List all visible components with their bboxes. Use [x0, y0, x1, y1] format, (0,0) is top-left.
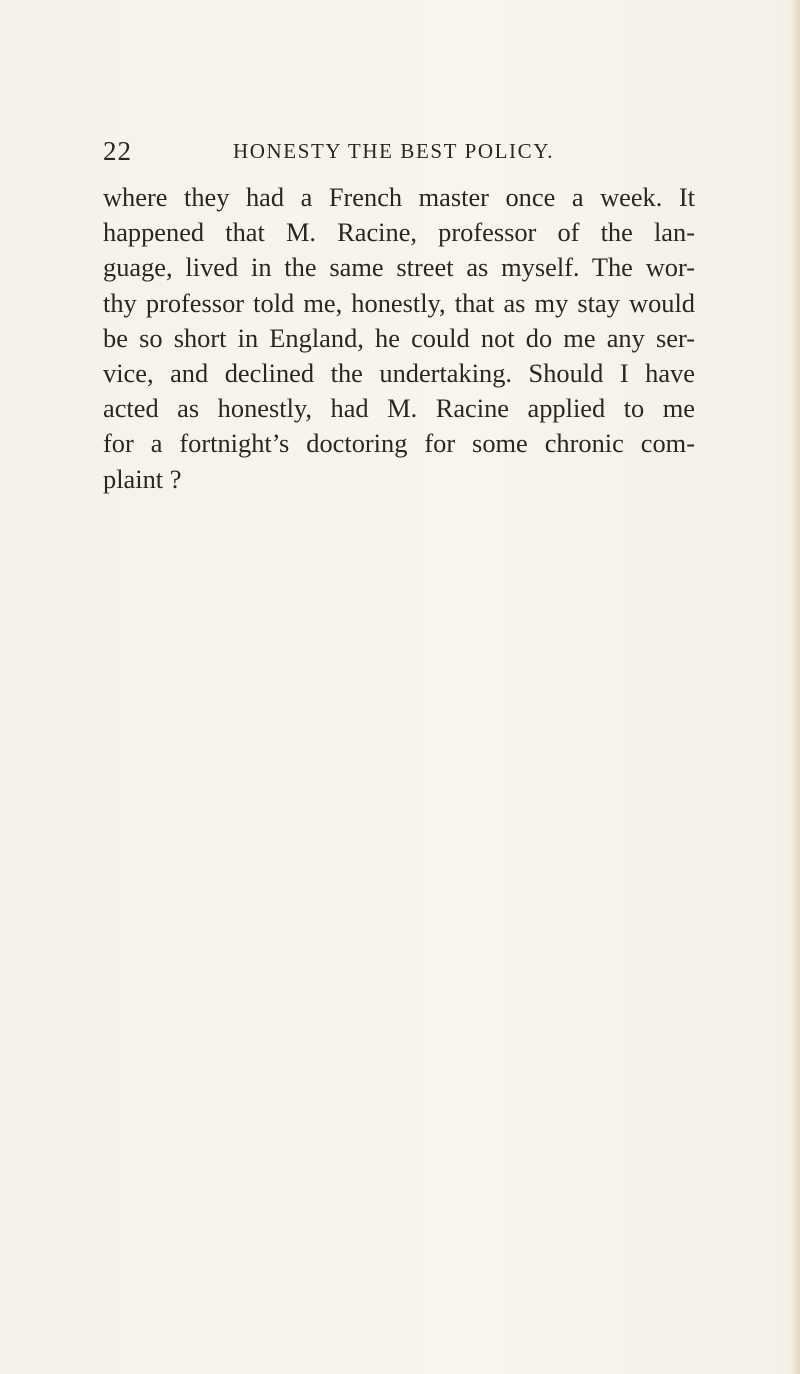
page-number: 22 — [103, 136, 132, 166]
text-line: guage, lived in the same street as myself. The wor- — [103, 252, 695, 283]
body-text — [103, 180, 695, 497]
text-line: acted as honestly, had M. Racine applied to me — [103, 393, 695, 424]
page-edge-shadow — [790, 0, 800, 1374]
text-line: where they had a French master once a week. It — [103, 182, 695, 212]
running-head: HONESTY THE BEST POLICY. — [233, 139, 555, 163]
text-line: for a fortnight’s doctoring for some chronic com- — [103, 428, 695, 459]
text-line: happened that M. Racine, professor of the lan- — [103, 217, 695, 248]
text-line: be so short in England, he could not do me any ser- — [103, 322, 695, 353]
text-line: plaint ? — [103, 463, 182, 494]
text-line: vice, and declined the undertaking. Should I have — [103, 357, 695, 388]
text-line: thy professor told me, honestly, that as my stay would — [103, 287, 695, 318]
page-header — [103, 133, 693, 169]
